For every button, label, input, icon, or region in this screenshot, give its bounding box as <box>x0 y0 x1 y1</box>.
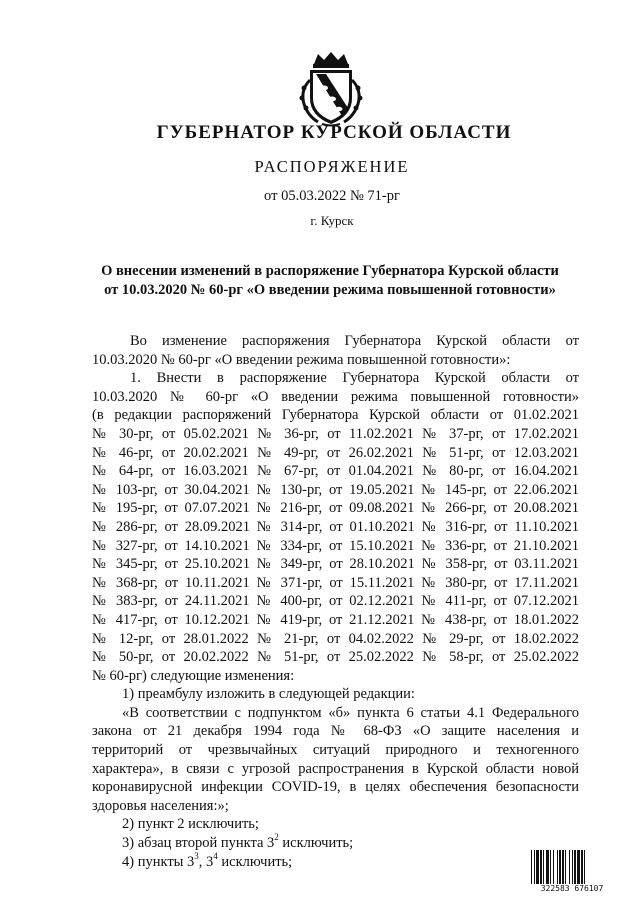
document-type: РАСПОРЯЖЕНИЕ <box>254 157 410 176</box>
body-line: «В соответствии с подпунктом «б» пункта 6 статьи 4.1 Федерального <box>122 704 579 721</box>
barcode-bar <box>543 850 544 884</box>
barcode-bar <box>572 850 573 884</box>
barcode-bar <box>557 850 558 884</box>
body-line-item-4 <box>92 850 579 872</box>
body-line: (в редакции распоряжений Губернатора Курской области от 01.02.2021 <box>92 407 579 424</box>
barcode-bar <box>562 850 564 884</box>
body-line: № 103-рг, от 30.04.2021 № 130-рг, от 19.05.2021 № 145-рг, от 22.06.2021 <box>92 481 579 498</box>
body-line: № 12-рг, от 28.01.2022 № 21-рг, от 04.02.2022 № 29-рг, от 18.02.2022 <box>92 630 579 647</box>
body-line: № 50-рг, от 20.02.2022 № 51-рг, от 25.02.2022 № 58-рг, от 25.02.2022 <box>92 649 579 666</box>
body-line: коронавирусной инфекции COVID-19, в целях обеспечения безопасности <box>92 779 579 796</box>
item4-text: 4) пункты 3 <box>122 853 195 870</box>
barcode-bars <box>530 850 614 884</box>
document-body <box>92 332 579 871</box>
barcode-bar <box>577 850 580 884</box>
body-line: № 327-рг, от 14.10.2021 № 334-рг, от 15.10.2021 № 336-рг, от 21.10.2021 <box>92 537 579 554</box>
barcode-bar <box>581 850 583 884</box>
body-line: № 46-рг, от 20.02.2021 № 49-рг, от 26.02.2021 № 51-рг, от 12.03.2021 <box>92 444 579 461</box>
barcode-bar <box>536 850 539 884</box>
barcode <box>530 850 614 896</box>
barcode-number: 322583 676107 <box>540 884 604 893</box>
barcode-bar <box>540 850 542 884</box>
body-line: № 286-рг, от 28.09.2021 № 314-рг, от 01.10.2021 № 316-рг, от 11.10.2021 <box>92 518 579 535</box>
item4-text-mid: , 3 <box>198 853 214 870</box>
document-subject <box>70 262 590 299</box>
barcode-bar <box>546 850 549 884</box>
body-line: 10.03.2020 № 60-рг «О введении режима повышенной готовности» <box>92 388 579 405</box>
body-line: № 345-рг, от 25.10.2021 № 349-рг, от 28.10.2021 № 358-рг, от 03.11.2021 <box>92 556 579 573</box>
body-line: № 195-рг, от 07.07.2021 № 216-рг, от 09.08.2021 № 266-рг, от 20.08.2021 <box>92 500 579 517</box>
document-city: г. Курск <box>310 213 354 228</box>
body-line: закона от 21 декабря 1994 года № 68-ФЗ «О защите населения и <box>92 723 579 740</box>
item4-superscript: 3 <box>194 850 199 861</box>
barcode-bar <box>574 850 576 884</box>
barcode-bar <box>550 850 551 884</box>
barcode-bar <box>553 850 554 884</box>
barcode-bar <box>569 850 570 884</box>
body-line: территорий от чрезвычайных ситуаций природного и техногенного <box>92 742 579 759</box>
kursk-coat-of-arms-icon <box>296 50 366 128</box>
barcode-bar <box>559 850 561 884</box>
body-line: № 417-рг, от 10.12.2021 № 419-рг, от 21.12.2021 № 438-рг, от 18.01.2022 <box>92 611 579 628</box>
subject-line: О внесении изменений в распоряжение Губернатора Курской области <box>101 263 559 279</box>
governor-title: ГУБЕРНАТОР КУРСКОЙ ОБЛАСТИ <box>156 122 512 143</box>
body-line-item-3 <box>92 834 579 853</box>
item3-superscript: 2 <box>274 832 279 843</box>
item4-text-end: исключить; <box>217 853 293 870</box>
body-line: 1) преамбулу изложить в следующей редакции: <box>122 686 415 703</box>
body-line: 10.03.2020 № 60-рг «О введении режима повышенной готовности»: <box>92 351 511 368</box>
body-line: здоровья населения:»; <box>92 797 229 814</box>
subject-line: от 10.03.2020 № 60-рг «О введении режима повышенной готовности» <box>104 281 556 298</box>
document-date-number: от 05.03.2022 № 71-рг <box>264 188 400 204</box>
barcode-bar <box>565 850 566 884</box>
body-line: № 30-рг, от 05.02.2021 № 36-рг, от 11.02.2021 № 37-рг, от 17.02.2021 <box>92 425 579 442</box>
body-line: Во изменение распоряжения Губернатора Курской области от <box>130 333 579 349</box>
body-line: № 64-рг, от 16.03.2021 № 67-рг, от 01.04.2021 № 80-рг, от 16.04.2021 <box>92 463 579 480</box>
body-line: характера», в связи с угрозой распространения в Курской области новой <box>92 760 579 777</box>
barcode-bar <box>534 850 535 884</box>
item4-superscript: 4 <box>213 850 218 861</box>
barcode-bar <box>531 850 532 884</box>
body-line: № 368-рг, от 10.11.2021 № 371-рг, от 15.11.2021 № 380-рг, от 17.11.2021 <box>92 574 579 591</box>
body-line: 1. Внести в распоряжение Губернатора Курской области от <box>130 370 579 387</box>
item3-text-end: исключить; <box>278 835 354 852</box>
barcode-bar <box>584 850 585 884</box>
item3-text: 3) абзац второй пункта 3 <box>122 835 275 852</box>
body-line: № 60-рг) следующие изменения: <box>92 667 295 684</box>
body-line: № 383-рг, от 24.11.2021 № 400-рг, от 02.12.2021 № 411-рг, от 07.12.2021 <box>92 593 579 610</box>
body-line: 2) пункт 2 исключить; <box>122 816 259 833</box>
